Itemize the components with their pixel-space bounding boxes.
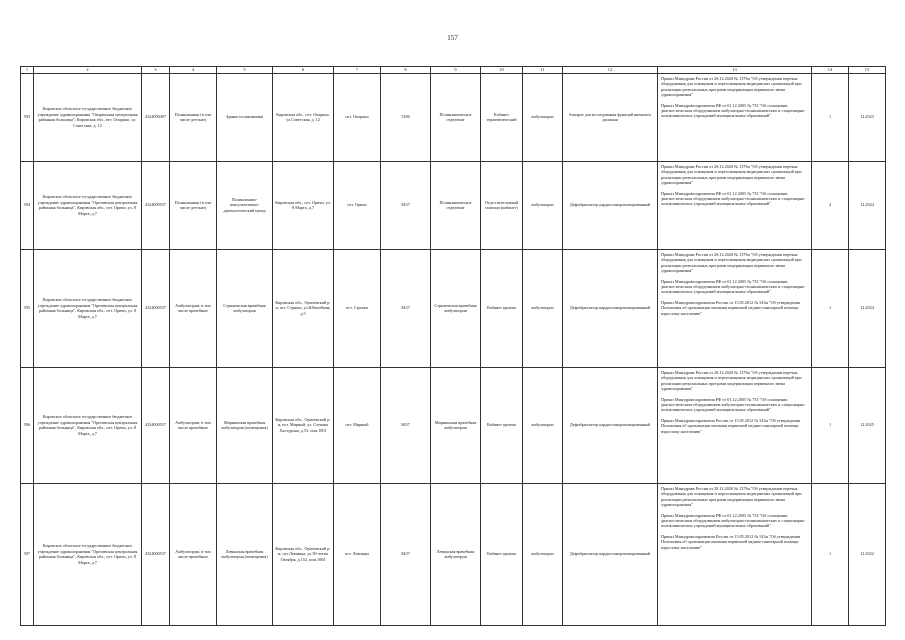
order-entry: Приказ Минздравсоцразвития РФ от 01.12.2005 № 753 "Об оснащении диагностическим оборудованием амбулаторно-поликлинических и стационарно-поликлинических учреждений муниципальных образований" <box>661 396 806 413</box>
order-entry: Приказ Минздравсоцразвития России от 15.05.2012 № 543н "Об утверждении Положения об организации оказания первичной медико-санитарной помощи взрослому населению" <box>661 417 801 434</box>
cell-n: 593 <box>21 73 34 161</box>
cell-n: 595 <box>21 249 34 367</box>
cell-department: Левинская врачебная амбулатория <box>431 483 481 625</box>
column-header-4: 4 <box>170 67 217 74</box>
cell-year: 12.2025 <box>849 367 886 483</box>
cell-qty: 4 <box>812 161 849 249</box>
cell-mode: амбулаторно <box>523 161 563 249</box>
cell-inn: 4324000537 <box>142 367 170 483</box>
cell-room: Кабинет приема <box>481 367 523 483</box>
cell-qty: 1 <box>812 483 849 625</box>
order-entry: Приказ Минздрава России от 28.12.2020 № 1379н "Об утверждении перечня оборудования для оснащения и переоснащения медицинских организаций при реализации региональных программ модернизации первичного звена здравоохранения" <box>661 251 802 274</box>
cell-department: Стрижевская врачебная амбулатория <box>431 249 481 367</box>
cell-org: Кировское областное государственное бюджетное учреждение здравоохранения "Оричевская центральная районная больница", Кировская обл., пгт. Оричи, ул. 8 Марта, д.7 <box>34 483 142 625</box>
cell-code: 8437 <box>381 483 431 625</box>
cell-locality: пгт. Опарино <box>334 73 381 161</box>
cell-year: 12.2023 <box>849 73 886 161</box>
cell-care-type: Амбулатории, в том числе врачебные <box>170 249 217 367</box>
cell-address: Кировская обл., Оричевский р-н, пгт. Мирный, ул. Степана Халтурина, д.53, пом.1001 <box>273 367 334 483</box>
column-header-5: 5 <box>217 67 273 74</box>
order-entry: Приказ Минздрава России от 28.12.2020 № 1379н "Об утверждении перечня оборудования для оснащения и переоснащения медицинских организаций при реализации региональных программ модернизации первичного звена здравоохранения" <box>661 75 802 98</box>
column-header-13: 13 <box>658 67 812 74</box>
order-entry: Приказ Минздравсоцразвития России от 15.05.2012 № 543н "Об утверждении Положения об организации оказания первичной медико-санитарной помощи взрослому населению" <box>661 299 801 316</box>
cell-orders <box>658 73 812 161</box>
order-entry: Приказ Минздравсоцразвития России от 15.05.2012 № 543н "Об утверждении Положения об организации оказания первичной медико-санитарной помощи взрослому населению" <box>661 533 801 550</box>
cell-n: 594 <box>21 161 34 249</box>
cell-mode: амбулаторно <box>523 249 563 367</box>
cell-inn: 4324000537 <box>142 249 170 367</box>
cell-department: Поликлиническое отделение <box>431 73 481 161</box>
cell-inn: 4324000537 <box>142 483 170 625</box>
order-entry: Приказ Минздравсоцразвития РФ от 01.12.2005 № 753 "Об оснащении диагностическим оборудованием амбулаторно-поликлинических и стационарно-поликлинических учреждений муниципальных образований" <box>661 190 806 207</box>
column-header-15: 15 <box>849 67 886 74</box>
orders-list <box>661 252 808 317</box>
table-row <box>21 249 886 367</box>
cell-org: Кировское областное государственное бюджетное учреждение здравоохранения "Оричевская центральная районная больница", Кировская обл., пгт. Оричи, ул. 8 Марта, д.7 <box>34 367 142 483</box>
column-header-8: 8 <box>381 67 431 74</box>
cell-code: 5186 <box>381 73 431 161</box>
cell-orders <box>658 483 812 625</box>
order-entry: Приказ Минздравсоцразвития РФ от 01.12.2005 № 753 "Об оснащении диагностическим оборудованием амбулаторно-поликлинических и стационарно-поликлинических учреждений муниципальных образований" <box>661 512 806 529</box>
cell-qty: 1 <box>812 367 849 483</box>
cell-department: Мирнинская врачебная амбулатория <box>431 367 481 483</box>
cell-code: 8437 <box>381 367 431 483</box>
cell-year: 12.2022 <box>849 483 886 625</box>
cell-org: Кировское областное государственное бюджетное учреждение здравоохранения "Оричевская центральная районная больница", Кировская обл., пгт. Оричи, ул. 8 Марта, д.7 <box>34 249 142 367</box>
cell-equipment: Дефибриллятор кардиосинхронизированный <box>563 249 658 367</box>
cell-equipment: Дефибриллятор кардиосинхронизированный <box>563 367 658 483</box>
orders-list <box>661 76 808 119</box>
cell-equipment: Дефибриллятор кардиосинхронизированный <box>563 161 658 249</box>
cell-qty: 1 <box>812 73 849 161</box>
cell-equipment: Дефибриллятор кардиосинхронизированный <box>563 483 658 625</box>
cell-care-type: Поликлиники (в том числе детские) <box>170 73 217 161</box>
cell-n: 596 <box>21 367 34 483</box>
column-header-11: 11 <box>523 67 563 74</box>
cell-code: 8437 <box>381 161 431 249</box>
cell-unit: Стрижевская врачебная амбулатория <box>217 249 273 367</box>
page-number: 157 <box>447 34 458 42</box>
cell-care-type: Поликлиники (в том числе детские) <box>170 161 217 249</box>
orders-list <box>661 486 808 551</box>
cell-locality: пгт. Стрижи <box>334 249 381 367</box>
header-row <box>21 67 886 74</box>
cell-address: Кировская обл., пгт. Оричи, ул. 8 Марта, д.7 <box>273 161 334 249</box>
cell-mode: амбулаторно <box>523 483 563 625</box>
cell-address: Кировская обл., Оричевский р-н, пгт. Стрижи, ул.Юбилейная, д.5 <box>273 249 334 367</box>
cell-locality: пгт. Мирный <box>334 367 381 483</box>
order-entry: Приказ Минздрава России от 28.12.2020 № 1379н "Об утверждении перечня оборудования для оснащения и переоснащения медицинских организаций при реализации региональных программ модернизации первичного звена здравоохранения" <box>661 369 802 392</box>
table-row <box>21 483 886 625</box>
cell-qty: 1 <box>812 249 849 367</box>
cell-care-type: Амбулатории, в том числе врачебные <box>170 483 217 625</box>
order-entry: Приказ Минздрава России от 28.12.2020 № 1379н "Об утверждении перечня оборудования для оснащения и переоснащения медицинских организаций при реализации региональных программ модернизации первичного звена здравоохранения" <box>661 163 802 186</box>
table-body <box>21 73 886 625</box>
column-header-10: 10 <box>481 67 523 74</box>
table-row <box>21 161 886 249</box>
cell-orders <box>658 367 812 483</box>
column-header-14: 14 <box>812 67 849 74</box>
orders-list <box>661 164 808 207</box>
cell-year: 12.2024 <box>849 249 886 367</box>
cell-mode: амбулаторно <box>523 367 563 483</box>
cell-room: Отдел неотложной помощи (кабинет) <box>481 161 523 249</box>
cell-year: 12.2024 <box>849 161 886 249</box>
cell-unit: Поликлинико-консультативно-диагностический центр <box>217 161 273 249</box>
column-header-9: 9 <box>431 67 481 74</box>
order-entry: Приказ Минздравсоцразвития РФ от 01.12.2005 № 753 "Об оснащении диагностическим оборудованием амбулаторно-поликлинических и стационарно-поликлинических учреждений муниципальных образований" <box>661 278 806 295</box>
cell-care-type: Амбулатории, в том числе врачебные <box>170 367 217 483</box>
cell-room: Кабинет приема <box>481 249 523 367</box>
cell-room: Кабинет приема <box>481 483 523 625</box>
orders-list <box>661 370 808 435</box>
table-row <box>21 73 886 161</box>
cell-room: Кабинет терапевтический <box>481 73 523 161</box>
cell-code: 8437 <box>381 249 431 367</box>
cell-unit: Мирнинская врачебная амбулатория (помещения) <box>217 367 273 483</box>
column-header-7: 7 <box>334 67 381 74</box>
cell-unit: Здание поликлиники <box>217 73 273 161</box>
column-header-2: 2 <box>34 67 142 74</box>
cell-n: 597 <box>21 483 34 625</box>
cell-orders <box>658 249 812 367</box>
cell-inn: 4324000537 <box>142 161 170 249</box>
order-entry: Приказ Минздрава России от 28.12.2020 № 1379н "Об утверждении перечня оборудования для оснащения и переоснащения медицинских организаций при реализации региональных программ модернизации первичного звена здравоохранения" <box>661 485 802 508</box>
cell-inn: 4324000497 <box>142 73 170 161</box>
cell-address: Кировская обл., пгт. Опарино, ул.Советская, д. 12 <box>273 73 334 161</box>
cell-org: Кировское областное государственное бюджетное учреждение здравоохранения "Опаринская центральная районная больница", Кировская обл., пгт. Опарино, ул. Советская, д. 12 <box>34 73 142 161</box>
cell-orders <box>658 161 812 249</box>
cell-mode: амбулаторно <box>523 73 563 161</box>
cell-org: Кировское областное государственное бюджетное учреждение здравоохранения "Оричевская центральная районная больница", Кировская обл., пгт. Оричи, ул. 8 Марта, д.7 <box>34 161 142 249</box>
order-entry: Приказ Минздравсоцразвития РФ от 01.12.2005 № 753 "Об оснащении диагностическим оборудованием амбулаторно-поликлинических и стационарно-поликлинических учреждений муниципальных образований" <box>661 102 806 119</box>
cell-equipment: Аппарат для исследования функций внешнего дыхания <box>563 73 658 161</box>
cell-locality: пгт. Левинцы <box>334 483 381 625</box>
cell-unit: Левинская врачебная амбулатория (помещения) <box>217 483 273 625</box>
cell-address: Кировская обл., Оричевский р-н, пгт.Левинцы, ул.50-летия Октября, д.152, пом.1004 <box>273 483 334 625</box>
column-header-6: 6 <box>273 67 334 74</box>
column-header-3: 3 <box>142 67 170 74</box>
equipment-table <box>20 66 886 626</box>
column-header-1: 1 <box>21 67 34 74</box>
cell-locality: пгт. Оричи <box>334 161 381 249</box>
cell-department: Поликлиническое отделение <box>431 161 481 249</box>
table-row <box>21 367 886 483</box>
column-header-12: 12 <box>563 67 658 74</box>
